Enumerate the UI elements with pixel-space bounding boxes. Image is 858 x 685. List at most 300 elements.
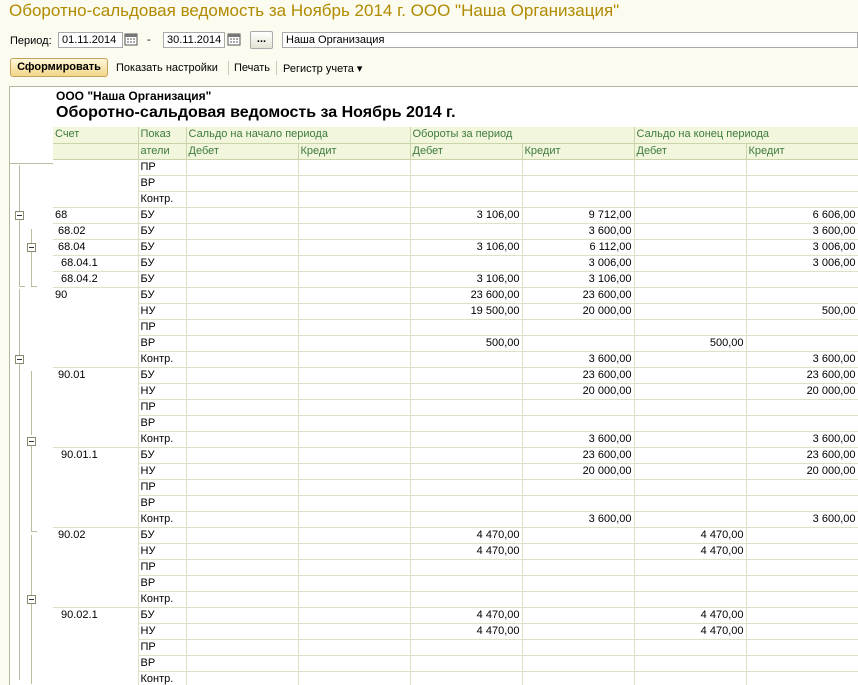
opening-debit-cell[interactable] bbox=[186, 655, 298, 671]
table-row[interactable] bbox=[53, 511, 858, 527]
register-label: Регистр учета bbox=[283, 63, 354, 75]
turnover-debit-cell[interactable]: 23 600,00 bbox=[410, 287, 522, 303]
closing-debit-cell[interactable] bbox=[634, 463, 746, 479]
turnover-credit-cell[interactable] bbox=[522, 639, 634, 655]
closing-debit-cell[interactable] bbox=[634, 431, 746, 447]
chevron-down-icon: ▾ bbox=[356, 63, 363, 75]
turnover-credit-cell[interactable]: 20 000,00 bbox=[522, 303, 634, 319]
opening-credit-cell[interactable] bbox=[298, 527, 410, 543]
opening-credit-cell[interactable] bbox=[298, 351, 410, 367]
table-row[interactable] bbox=[53, 623, 858, 639]
closing-debit-cell[interactable]: 4 470,00 bbox=[634, 527, 746, 543]
group-line bbox=[19, 286, 25, 287]
opening-debit-cell[interactable] bbox=[186, 639, 298, 655]
closing-credit-cell[interactable] bbox=[746, 159, 858, 175]
indicator-cell: ВР bbox=[138, 415, 186, 431]
opening-debit-cell[interactable] bbox=[186, 559, 298, 575]
closing-credit-cell[interactable] bbox=[746, 639, 858, 655]
table-row[interactable] bbox=[53, 159, 858, 175]
opening-credit-cell[interactable] bbox=[298, 511, 410, 527]
turnover-debit-cell[interactable] bbox=[410, 159, 522, 175]
closing-debit-cell[interactable] bbox=[634, 479, 746, 495]
closing-debit-cell[interactable] bbox=[634, 255, 746, 271]
closing-credit-cell[interactable] bbox=[746, 671, 858, 685]
closing-credit-cell[interactable] bbox=[746, 319, 858, 335]
turnover-debit-cell[interactable]: 500,00 bbox=[410, 335, 522, 351]
closing-debit-cell[interactable] bbox=[634, 447, 746, 463]
turnover-credit-cell[interactable]: 23 600,00 bbox=[522, 447, 634, 463]
closing-credit-cell[interactable] bbox=[746, 399, 858, 415]
opening-debit-cell[interactable] bbox=[186, 191, 298, 207]
closing-credit-cell[interactable] bbox=[746, 623, 858, 639]
closing-credit-cell[interactable] bbox=[746, 287, 858, 303]
table-row[interactable] bbox=[53, 655, 858, 671]
turnover-credit-cell[interactable]: 20 000,00 bbox=[522, 463, 634, 479]
turnover-credit-cell[interactable] bbox=[522, 159, 634, 175]
turnover-debit-cell[interactable] bbox=[410, 479, 522, 495]
opening-debit-cell[interactable] bbox=[186, 239, 298, 255]
closing-debit-cell[interactable] bbox=[634, 559, 746, 575]
collapse-icon[interactable] bbox=[27, 437, 36, 446]
opening-credit-cell[interactable] bbox=[298, 159, 410, 175]
group-line bbox=[31, 604, 32, 684]
turnover-debit-cell[interactable] bbox=[410, 575, 522, 591]
generate-button[interactable]: Сформировать bbox=[10, 58, 108, 77]
opening-credit-cell[interactable] bbox=[298, 367, 410, 383]
closing-debit-cell[interactable] bbox=[634, 271, 746, 287]
header-debit: Дебет bbox=[634, 143, 746, 159]
grouping-gutter bbox=[10, 87, 53, 685]
turnover-credit-cell[interactable]: 3 600,00 bbox=[522, 223, 634, 239]
closing-credit-cell[interactable]: 3 600,00 bbox=[746, 223, 858, 239]
turnover-debit-cell[interactable] bbox=[410, 191, 522, 207]
turnover-debit-cell[interactable]: 3 106,00 bbox=[410, 239, 522, 255]
indicator-cell: НУ bbox=[138, 463, 186, 479]
collapse-icon[interactable] bbox=[27, 243, 36, 252]
turnover-debit-cell[interactable] bbox=[410, 431, 522, 447]
opening-credit-cell[interactable] bbox=[298, 223, 410, 239]
closing-credit-cell[interactable]: 23 600,00 bbox=[746, 447, 858, 463]
table-row[interactable] bbox=[53, 671, 858, 685]
collapse-icon[interactable] bbox=[15, 211, 24, 220]
turnover-credit-cell[interactable] bbox=[522, 319, 634, 335]
closing-debit-cell[interactable] bbox=[634, 511, 746, 527]
account-cell[interactable]: 90 bbox=[53, 287, 138, 367]
opening-credit-cell[interactable] bbox=[298, 319, 410, 335]
opening-debit-cell[interactable] bbox=[186, 223, 298, 239]
turnover-credit-cell[interactable]: 20 000,00 bbox=[522, 383, 634, 399]
table-row[interactable] bbox=[53, 527, 858, 543]
turnover-credit-cell[interactable] bbox=[522, 399, 634, 415]
turnover-credit-cell[interactable] bbox=[522, 655, 634, 671]
closing-debit-cell[interactable] bbox=[634, 655, 746, 671]
closing-credit-cell[interactable]: 23 600,00 bbox=[746, 367, 858, 383]
period-dash: - bbox=[147, 34, 151, 46]
closing-debit-cell[interactable] bbox=[634, 639, 746, 655]
opening-credit-cell[interactable] bbox=[298, 271, 410, 287]
opening-debit-cell[interactable] bbox=[186, 607, 298, 623]
closing-debit-cell[interactable] bbox=[634, 159, 746, 175]
turnover-credit-cell[interactable] bbox=[522, 527, 634, 543]
table-row[interactable] bbox=[53, 479, 858, 495]
header-indicators: Показ bbox=[138, 127, 186, 143]
closing-credit-cell[interactable] bbox=[746, 175, 858, 191]
opening-credit-cell[interactable] bbox=[298, 335, 410, 351]
closing-debit-cell[interactable] bbox=[634, 383, 746, 399]
closing-credit-cell[interactable] bbox=[746, 591, 858, 607]
opening-credit-cell[interactable] bbox=[298, 191, 410, 207]
group-line bbox=[19, 220, 20, 286]
closing-credit-cell[interactable]: 500,00 bbox=[746, 303, 858, 319]
turnover-debit-cell[interactable]: 4 470,00 bbox=[410, 623, 522, 639]
account-cell[interactable]: 90.01 bbox=[53, 367, 138, 447]
closing-credit-cell[interactable]: 3 006,00 bbox=[746, 255, 858, 271]
print-button[interactable]: Печать bbox=[234, 62, 271, 74]
turnover-debit-cell[interactable]: 3 106,00 bbox=[410, 207, 522, 223]
closing-credit-cell[interactable]: 3 600,00 bbox=[746, 351, 858, 367]
opening-credit-cell[interactable] bbox=[298, 495, 410, 511]
closing-debit-cell[interactable] bbox=[634, 175, 746, 191]
turnover-credit-cell[interactable] bbox=[522, 415, 634, 431]
opening-debit-cell[interactable] bbox=[186, 351, 298, 367]
table-row[interactable] bbox=[53, 191, 858, 207]
opening-credit-cell[interactable] bbox=[298, 431, 410, 447]
account-cell[interactable]: 90.01.1 bbox=[53, 447, 138, 527]
opening-credit-cell[interactable] bbox=[298, 623, 410, 639]
closing-debit-cell[interactable] bbox=[634, 415, 746, 431]
turnover-debit-cell[interactable] bbox=[410, 367, 522, 383]
account-cell[interactable]: 68.04.2 bbox=[53, 271, 138, 287]
account-cell[interactable]: 68.04 bbox=[53, 239, 138, 255]
turnover-credit-cell[interactable] bbox=[522, 607, 634, 623]
turnover-credit-cell[interactable]: 9 712,00 bbox=[522, 207, 634, 223]
register-dropdown[interactable] bbox=[283, 62, 362, 75]
closing-debit-cell[interactable] bbox=[634, 239, 746, 255]
indicator-cell: БУ bbox=[138, 447, 186, 463]
table-row[interactable] bbox=[53, 447, 858, 463]
closing-credit-cell[interactable] bbox=[746, 607, 858, 623]
indicator-cell: БУ bbox=[138, 527, 186, 543]
turnover-credit-cell[interactable] bbox=[522, 559, 634, 575]
header-credit: Кредит bbox=[298, 143, 410, 159]
opening-debit-cell[interactable] bbox=[186, 319, 298, 335]
turnover-credit-cell[interactable] bbox=[522, 495, 634, 511]
turnover-debit-cell[interactable] bbox=[410, 591, 522, 607]
turnover-credit-cell[interactable]: 3 006,00 bbox=[522, 255, 634, 271]
table-row[interactable] bbox=[53, 399, 858, 415]
calendar-icon[interactable] bbox=[227, 32, 241, 46]
opening-credit-cell[interactable] bbox=[298, 463, 410, 479]
closing-credit-cell[interactable] bbox=[746, 335, 858, 351]
toolbar-separator bbox=[228, 61, 229, 75]
turnover-credit-cell[interactable]: 23 600,00 bbox=[522, 287, 634, 303]
table-row[interactable] bbox=[53, 239, 858, 255]
closing-debit-cell[interactable] bbox=[634, 671, 746, 685]
turnover-credit-cell[interactable]: 6 112,00 bbox=[522, 239, 634, 255]
opening-debit-cell[interactable] bbox=[186, 479, 298, 495]
header-turnover: Обороты за период bbox=[410, 127, 634, 143]
indicator-cell: Контр. bbox=[138, 671, 186, 685]
indicator-cell: НУ bbox=[138, 543, 186, 559]
turnover-credit-cell[interactable] bbox=[522, 175, 634, 191]
turnover-debit-cell[interactable] bbox=[410, 351, 522, 367]
turnover-debit-cell[interactable] bbox=[410, 223, 522, 239]
account-cell[interactable] bbox=[53, 159, 138, 207]
opening-debit-cell[interactable] bbox=[186, 335, 298, 351]
turnover-debit-cell[interactable] bbox=[410, 415, 522, 431]
turnover-credit-cell[interactable]: 3 600,00 bbox=[522, 511, 634, 527]
opening-debit-cell[interactable] bbox=[186, 543, 298, 559]
show-settings-button[interactable]: Показать настройки bbox=[116, 62, 218, 74]
header-credit: Кредит bbox=[746, 143, 858, 159]
opening-debit-cell[interactable] bbox=[186, 671, 298, 685]
turnover-debit-cell[interactable] bbox=[410, 463, 522, 479]
collapse-icon[interactable] bbox=[15, 355, 24, 364]
group-line bbox=[31, 252, 32, 286]
table-row[interactable] bbox=[53, 271, 858, 287]
opening-debit-cell[interactable] bbox=[186, 431, 298, 447]
table-row[interactable] bbox=[53, 559, 858, 575]
closing-credit-cell[interactable]: 3 600,00 bbox=[746, 431, 858, 447]
table-row[interactable] bbox=[53, 415, 858, 431]
closing-debit-cell[interactable] bbox=[634, 303, 746, 319]
header-indicators-cont: атели bbox=[138, 143, 186, 159]
indicator-cell: БУ bbox=[138, 255, 186, 271]
opening-credit-cell[interactable] bbox=[298, 607, 410, 623]
table-row[interactable] bbox=[53, 639, 858, 655]
table-row[interactable] bbox=[53, 607, 858, 623]
closing-credit-cell[interactable] bbox=[746, 527, 858, 543]
closing-credit-cell[interactable] bbox=[746, 495, 858, 511]
indicator-cell: ПР bbox=[138, 479, 186, 495]
turnover-debit-cell[interactable] bbox=[410, 383, 522, 399]
period-select-button[interactable]: ... bbox=[250, 31, 273, 49]
closing-debit-cell[interactable]: 4 470,00 bbox=[634, 623, 746, 639]
table-row[interactable] bbox=[53, 223, 858, 239]
table-row[interactable] bbox=[53, 431, 858, 447]
turnover-credit-cell[interactable]: 3 600,00 bbox=[522, 351, 634, 367]
closing-credit-cell[interactable] bbox=[746, 543, 858, 559]
closing-credit-cell[interactable]: 20 000,00 bbox=[746, 463, 858, 479]
closing-debit-cell[interactable] bbox=[634, 223, 746, 239]
indicator-cell: НУ bbox=[138, 303, 186, 319]
closing-credit-cell[interactable] bbox=[746, 575, 858, 591]
closing-credit-cell[interactable]: 3 006,00 bbox=[746, 239, 858, 255]
closing-credit-cell[interactable] bbox=[746, 191, 858, 207]
turnover-credit-cell[interactable] bbox=[522, 191, 634, 207]
period-bar bbox=[0, 30, 858, 52]
account-cell[interactable]: 90.02 bbox=[53, 527, 138, 607]
opening-credit-cell[interactable] bbox=[298, 575, 410, 591]
turnover-debit-cell[interactable] bbox=[410, 559, 522, 575]
report-title: Оборотно-сальдовая ведомость за Ноябрь 2014 г. bbox=[56, 104, 456, 121]
table-row[interactable] bbox=[53, 367, 858, 383]
opening-credit-cell[interactable] bbox=[298, 175, 410, 191]
turnover-debit-cell[interactable]: 3 106,00 bbox=[410, 271, 522, 287]
opening-debit-cell[interactable] bbox=[186, 527, 298, 543]
group-line bbox=[31, 446, 32, 531]
table-row[interactable] bbox=[53, 207, 858, 223]
opening-debit-cell[interactable] bbox=[186, 383, 298, 399]
closing-credit-cell[interactable] bbox=[746, 559, 858, 575]
account-cell[interactable]: 68.04.1 bbox=[53, 255, 138, 271]
indicator-cell: НУ bbox=[138, 383, 186, 399]
turnover-credit-cell[interactable] bbox=[522, 671, 634, 685]
closing-credit-cell[interactable] bbox=[746, 415, 858, 431]
opening-credit-cell[interactable] bbox=[298, 591, 410, 607]
turnover-debit-cell[interactable] bbox=[410, 175, 522, 191]
turnover-debit-cell[interactable]: 4 470,00 bbox=[410, 527, 522, 543]
turnover-credit-cell[interactable] bbox=[522, 591, 634, 607]
opening-debit-cell[interactable] bbox=[186, 271, 298, 287]
account-cell[interactable]: 90.02.1 bbox=[53, 607, 138, 685]
closing-debit-cell[interactable] bbox=[634, 367, 746, 383]
opening-debit-cell[interactable] bbox=[186, 159, 298, 175]
turnover-debit-cell[interactable] bbox=[410, 447, 522, 463]
indicator-cell: ВР bbox=[138, 495, 186, 511]
calendar-icon[interactable] bbox=[124, 32, 138, 46]
turnover-debit-cell[interactable] bbox=[410, 319, 522, 335]
opening-debit-cell[interactable] bbox=[186, 255, 298, 271]
group-line bbox=[10, 163, 53, 164]
opening-debit-cell[interactable] bbox=[186, 495, 298, 511]
closing-debit-cell[interactable] bbox=[634, 191, 746, 207]
table-row[interactable] bbox=[53, 463, 858, 479]
opening-debit-cell[interactable] bbox=[186, 287, 298, 303]
closing-debit-cell[interactable] bbox=[634, 575, 746, 591]
opening-debit-cell[interactable] bbox=[186, 623, 298, 639]
opening-credit-cell[interactable] bbox=[298, 383, 410, 399]
turnover-credit-cell[interactable] bbox=[522, 543, 634, 559]
table-row[interactable] bbox=[53, 255, 858, 271]
indicator-cell: Контр. bbox=[138, 191, 186, 207]
opening-credit-cell[interactable] bbox=[298, 255, 410, 271]
closing-debit-cell[interactable] bbox=[634, 319, 746, 335]
table-row[interactable] bbox=[53, 591, 858, 607]
table-row[interactable] bbox=[53, 319, 858, 335]
collapse-icon[interactable] bbox=[27, 595, 36, 604]
turnover-credit-cell[interactable]: 3 106,00 bbox=[522, 271, 634, 287]
closing-debit-cell[interactable]: 4 470,00 bbox=[634, 607, 746, 623]
closing-debit-cell[interactable]: 4 470,00 bbox=[634, 543, 746, 559]
turnover-debit-cell[interactable]: 19 500,00 bbox=[410, 303, 522, 319]
group-line bbox=[31, 229, 32, 243]
closing-debit-cell[interactable]: 500,00 bbox=[634, 335, 746, 351]
turnover-credit-cell[interactable] bbox=[522, 335, 634, 351]
opening-debit-cell[interactable] bbox=[186, 399, 298, 415]
closing-debit-cell[interactable] bbox=[634, 287, 746, 303]
turnover-debit-cell[interactable] bbox=[410, 399, 522, 415]
closing-credit-cell[interactable] bbox=[746, 479, 858, 495]
group-line bbox=[31, 286, 37, 287]
closing-credit-cell[interactable]: 3 600,00 bbox=[746, 511, 858, 527]
turnover-credit-cell[interactable] bbox=[522, 479, 634, 495]
indicator-cell: БУ bbox=[138, 239, 186, 255]
turnover-debit-cell[interactable] bbox=[410, 639, 522, 655]
table-row[interactable] bbox=[53, 495, 858, 511]
table-row[interactable] bbox=[53, 335, 858, 351]
table-row[interactable] bbox=[53, 383, 858, 399]
period-from-input[interactable]: 01.11.2014 bbox=[58, 32, 123, 48]
opening-credit-cell[interactable] bbox=[298, 399, 410, 415]
opening-debit-cell[interactable] bbox=[186, 175, 298, 191]
header-account: Счет bbox=[53, 127, 138, 143]
table-row[interactable] bbox=[53, 287, 858, 303]
table-row[interactable] bbox=[53, 575, 858, 591]
opening-credit-cell[interactable] bbox=[298, 543, 410, 559]
closing-credit-cell[interactable]: 6 606,00 bbox=[746, 207, 858, 223]
opening-credit-cell[interactable] bbox=[298, 639, 410, 655]
opening-credit-cell[interactable] bbox=[298, 671, 410, 685]
closing-credit-cell[interactable] bbox=[746, 655, 858, 671]
opening-credit-cell[interactable] bbox=[298, 239, 410, 255]
opening-debit-cell[interactable] bbox=[186, 447, 298, 463]
opening-debit-cell[interactable] bbox=[186, 207, 298, 223]
opening-credit-cell[interactable] bbox=[298, 655, 410, 671]
opening-debit-cell[interactable] bbox=[186, 463, 298, 479]
closing-debit-cell[interactable] bbox=[634, 495, 746, 511]
opening-credit-cell[interactable] bbox=[298, 415, 410, 431]
opening-credit-cell[interactable] bbox=[298, 447, 410, 463]
table-row[interactable] bbox=[53, 351, 858, 367]
turnover-credit-cell[interactable] bbox=[522, 575, 634, 591]
closing-credit-cell[interactable] bbox=[746, 271, 858, 287]
closing-debit-cell[interactable] bbox=[634, 207, 746, 223]
opening-credit-cell[interactable] bbox=[298, 303, 410, 319]
opening-credit-cell[interactable] bbox=[298, 207, 410, 223]
report-area[interactable] bbox=[9, 86, 858, 685]
indicator-cell: БУ bbox=[138, 223, 186, 239]
indicator-cell: Контр. bbox=[138, 351, 186, 367]
opening-debit-cell[interactable] bbox=[186, 303, 298, 319]
opening-debit-cell[interactable] bbox=[186, 575, 298, 591]
turnover-debit-cell[interactable] bbox=[410, 495, 522, 511]
turnover-credit-cell[interactable] bbox=[522, 623, 634, 639]
indicator-cell: ВР bbox=[138, 655, 186, 671]
turnover-credit-cell[interactable]: 3 600,00 bbox=[522, 431, 634, 447]
opening-credit-cell[interactable] bbox=[298, 287, 410, 303]
closing-debit-cell[interactable] bbox=[634, 351, 746, 367]
opening-credit-cell[interactable] bbox=[298, 479, 410, 495]
organization-input[interactable]: Наша Организация bbox=[282, 32, 858, 48]
turnover-debit-cell[interactable] bbox=[410, 655, 522, 671]
table-row[interactable] bbox=[53, 543, 858, 559]
turnover-debit-cell[interactable] bbox=[410, 511, 522, 527]
group-line bbox=[19, 364, 20, 680]
account-cell[interactable]: 68.02 bbox=[53, 223, 138, 239]
account-cell[interactable]: 68 bbox=[53, 207, 138, 223]
opening-debit-cell[interactable] bbox=[186, 511, 298, 527]
turnover-debit-cell[interactable]: 4 470,00 bbox=[410, 543, 522, 559]
closing-debit-cell[interactable] bbox=[634, 399, 746, 415]
table-row[interactable] bbox=[53, 175, 858, 191]
table-row[interactable] bbox=[53, 303, 858, 319]
turnover-credit-cell[interactable]: 23 600,00 bbox=[522, 367, 634, 383]
turnover-debit-cell[interactable] bbox=[410, 255, 522, 271]
period-to-input[interactable]: 30.11.2014 bbox=[163, 32, 225, 48]
opening-debit-cell[interactable] bbox=[186, 591, 298, 607]
opening-debit-cell[interactable] bbox=[186, 415, 298, 431]
closing-credit-cell[interactable]: 20 000,00 bbox=[746, 383, 858, 399]
closing-debit-cell[interactable] bbox=[634, 591, 746, 607]
turnover-debit-cell[interactable] bbox=[410, 671, 522, 685]
indicator-cell: ВР bbox=[138, 335, 186, 351]
turnover-debit-cell[interactable]: 4 470,00 bbox=[410, 607, 522, 623]
opening-credit-cell[interactable] bbox=[298, 559, 410, 575]
opening-debit-cell[interactable] bbox=[186, 367, 298, 383]
indicator-cell: ВР bbox=[138, 575, 186, 591]
indicator-cell: БУ bbox=[138, 207, 186, 223]
